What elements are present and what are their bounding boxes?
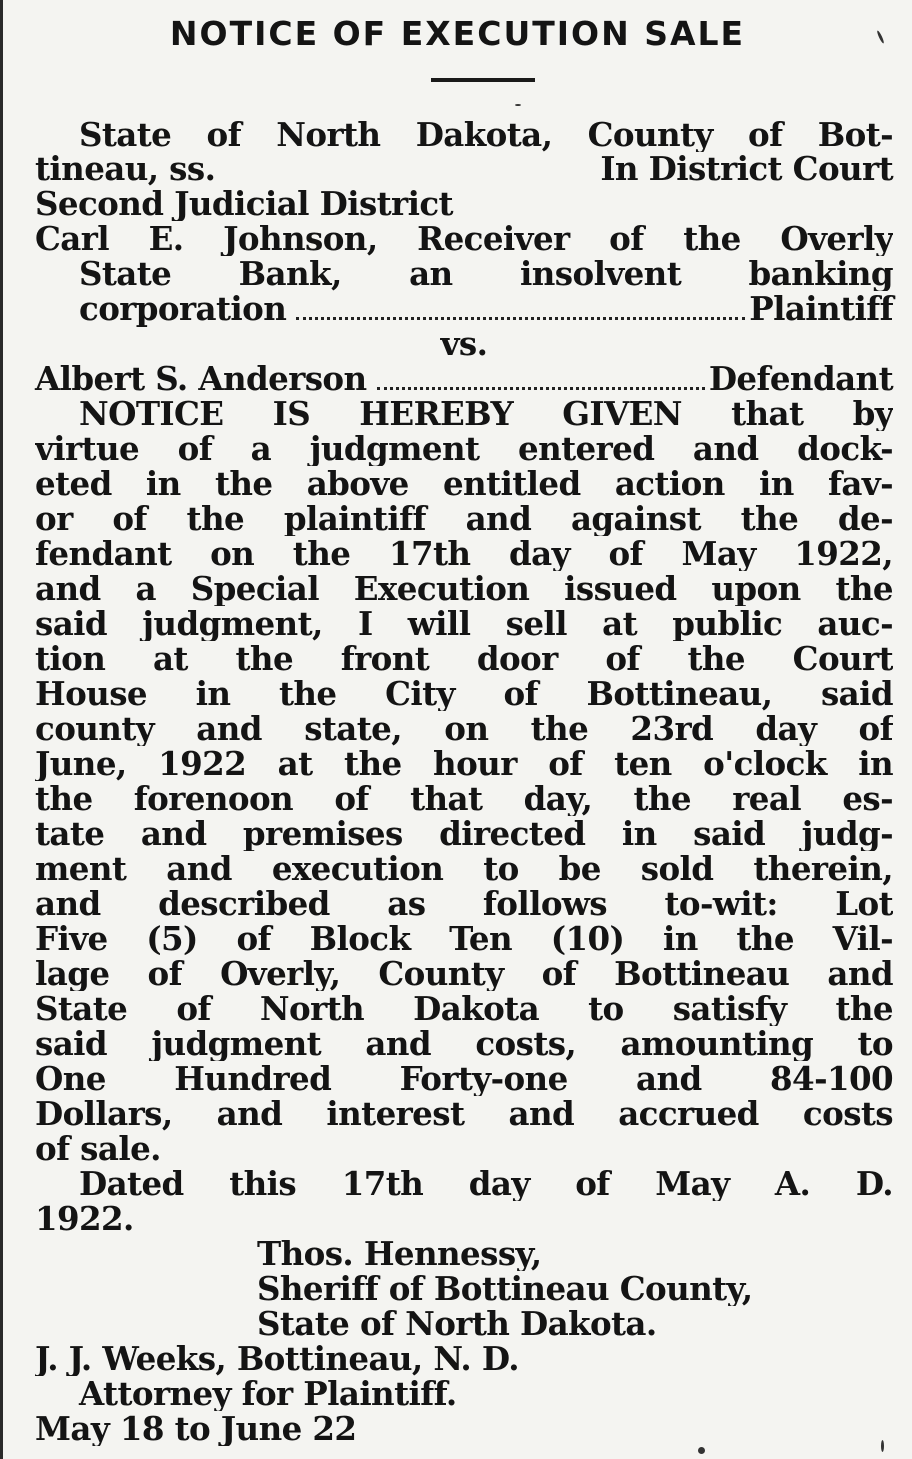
caption-district: Second Judicial District: [35, 187, 453, 221]
caption-court: In District Court: [600, 149, 893, 188]
body-line: of sale.: [35, 1132, 161, 1166]
attorney-role: Attorney for Plaintiff.: [79, 1377, 457, 1411]
body-line: county and state, on the 23rd day of: [35, 712, 893, 746]
body-line: House in the City of Bottineau, said: [35, 677, 893, 711]
leader-dots: [296, 317, 745, 320]
plaintiff-label: Plaintiff: [749, 289, 893, 328]
defendant-label: Defendant: [708, 359, 893, 398]
attorney-name: J. J. Weeks, Bottineau, N. D.: [35, 1342, 519, 1376]
leader-dots: [377, 387, 705, 390]
ink-speck: [881, 1440, 884, 1452]
title-rule: [431, 78, 535, 82]
body-line: fendant on the 17th day of May 1922,: [35, 537, 893, 571]
body-line: said judgment, I will sell at public auc-: [35, 607, 893, 641]
body-line: eted in the above entitled action in fav-: [35, 467, 893, 501]
body-line: or of the plaintiff and against the de-: [35, 502, 893, 536]
ink-speck: [698, 1447, 705, 1454]
plaintiff-line-1: Carl E. Johnson, Receiver of the Overly: [35, 222, 893, 256]
caption-line-2: [35, 149, 893, 188]
notice-title: NOTICE OF EXECUTION SALE: [169, 14, 746, 53]
dated-line: Dated this 17th day of May A. D.: [79, 1167, 893, 1201]
body-line: lage of Overly, County of Bottineau and: [35, 957, 893, 991]
sheriff-title: Sheriff of Bottineau County,: [257, 1272, 753, 1306]
sheriff-name: Thos. Hennessy,: [257, 1237, 542, 1271]
body-line: and a Special Execution issued upon the: [35, 572, 893, 606]
publication-dates: May 18 to June 22: [35, 1412, 357, 1446]
body-line: tion at the front door of the Court: [35, 642, 893, 676]
ink-speck: [515, 104, 521, 106]
body-line: virtue of a judgment entered and dock-: [35, 432, 893, 466]
caption-line-1: State of North Dakota, County of Bot-: [79, 118, 893, 152]
defendant-line: [35, 359, 893, 398]
body-line: ment and execution to be sold therein,: [35, 852, 893, 886]
plaintiff-line-2: State Bank, an insolvent banking: [79, 257, 893, 291]
body-line: and described as follows to-wit: Lot: [35, 887, 893, 921]
body-line: One Hundred Forty-one and 84-100: [35, 1062, 893, 1096]
plaintiff-line-3: [35, 289, 893, 328]
body-line: said judgment and costs, amounting to: [35, 1027, 893, 1061]
body-line: June, 1922 at the hour of ten o'clock in: [35, 747, 893, 781]
body-line: Five (5) of Block Ten (10) in the Vil-: [35, 922, 893, 956]
versus: vs.: [440, 327, 488, 361]
body-line: State of North Dakota to satisfy the: [35, 992, 893, 1026]
body-line: tate and premises directed in said judg-: [35, 817, 893, 851]
defendant-name: Albert S. Anderson: [35, 359, 367, 398]
plaintiff-corporation: corporation: [79, 289, 287, 328]
body-line: Dollars, and interest and accrued costs: [35, 1097, 893, 1131]
body-line: the forenoon of that day, the real es-: [35, 782, 893, 816]
caption-county: tineau, ss.: [35, 149, 216, 188]
dated-year: 1922.: [35, 1202, 134, 1236]
body-line: NOTICE IS HEREBY GIVEN that by: [79, 397, 893, 431]
sheriff-state: State of North Dakota.: [257, 1307, 657, 1341]
